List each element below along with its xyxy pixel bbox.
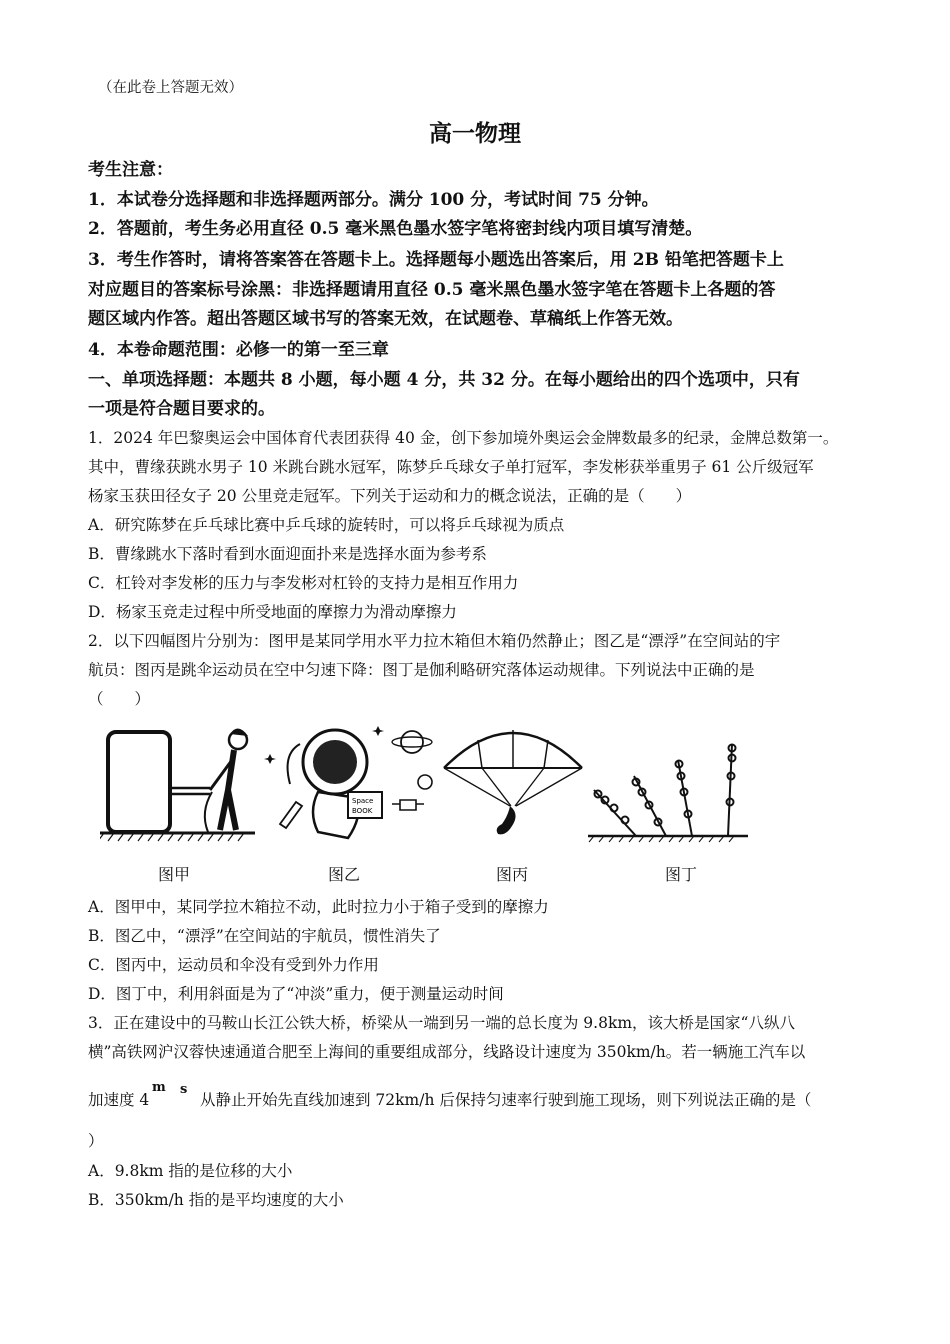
q2-stem: 2．以下四幅图片分别为：图甲是某同学用水平力拉木箱但木箱仍然静止；图乙是“漂浮”在空间站的宇 [88,632,781,650]
incline-3 [678,760,692,836]
q2-option-c: C．图丙中，运动员和伞没有受到外力作用 [88,956,379,974]
notice-item: 对应题目的答案标号涂黑：非选择题请用直径 0.5 毫米黑色墨水签字笔在答题卡上各题的答 [88,280,776,300]
book-subtitle: BOOK [352,807,373,815]
q1-stem: 1．2024 年巴黎奥运会中国体育代表团获得 40 金，创下参加境外奥运会金牌数最多的纪录，金牌总数第一。 [88,429,839,447]
q1-option-b: B．曹缘跳水下落时看到水面迎面扑来是选择水面为参考系 [88,545,487,563]
notice-heading: 考生注意： [88,160,173,180]
small-planet-icon [418,775,432,789]
q3-stem-close: ） [88,1132,104,1150]
notice-item: 1．本试卷分选择题和非选择题两部分。满分 100 分，考试时间 75 分钟。 [88,190,659,210]
q3-stem-accel: 加速度 4 [88,1091,150,1109]
person-body [220,750,236,830]
q3-stem: 3．正在建设中的马鞍山长江公铁大桥，桥梁从一端到另一端的总长度为 9.8km，该大桥是国家“八纵八 [88,1014,795,1032]
page-title: 高一物理 [429,120,521,147]
q2-option-a: A．图甲中，某同学拉木箱拉不动，此时拉力小于箱子受到的摩擦力 [88,898,549,916]
unit-m: m [152,1080,166,1095]
canopy-seam [478,740,482,768]
star-icon [372,726,384,736]
section-heading: 一、单项选择题：本题共 8 小题，每小题 4 分，共 32 分。在每小题给出的四个选项中，只有 [88,370,800,390]
book-title: Space [352,797,374,805]
rocket-icon [280,802,302,828]
notice-item: 4．本卷命题范围：必修一的第一至三章 [88,340,389,360]
figure-bing [438,718,588,846]
satellite-icon [392,800,424,810]
caption-ding: 图丁 [665,865,698,884]
figure-yi [260,714,438,846]
notice-item: 2．答题前，考生务必用直径 0.5 毫米黑色墨水签字笔将密封线内项目填写清楚。 [88,219,703,239]
rope-end [205,792,212,832]
q3-option-a: A．9.8km 指的是位移的大小 [88,1162,293,1180]
box-outline [108,732,170,832]
planet-icon [401,731,423,753]
person-hair [230,728,248,736]
unit-s: s [180,1082,188,1097]
q1-option-c: C．杠铃对李发彬的压力与李发彬对杠铃的支持力是相互作用力 [88,574,519,592]
parachutist [497,806,516,834]
figure-ding [588,738,748,844]
q1-stem: 杨家玉获田径女子 20 公里竞走冠军。下列关于运动和力的概念说法，正确的是（ ） [88,487,692,505]
caption-bing: 图丙 [496,865,529,884]
notice-item: 题区域内作答。超出答题区域书写的答案无效，在试题卷、草稿纸上作答无效。 [88,309,683,329]
q3-stem: 横”高铁网沪汉蓉快速通道合肥至上海间的重要组成部分，线路设计速度为 350km/h。若一辆施工汽车以 [88,1043,806,1061]
figure-jia [100,720,255,845]
q3-stem-cont: 从静止开始先直线加速到 72km/h 后保持匀速率行驶到施工现场，则下列说法正确的是（ [200,1091,812,1109]
section-heading-cont: 一项是符合题目要求的。 [88,399,275,419]
q2-stem: 航员：图丙是跳伞运动员在空中匀速下降：图丁是伽利略研究落体运动规律。下列说法中正确的是 [88,661,755,679]
q2-stem: （ ） [88,690,151,708]
q1-stem: 其中，曹缘获跳水男子 10 米跳台跳水冠军，陈梦乒乓球女子单打冠军，李发彬获举重男子 61 公斤级冠军 [88,458,814,476]
q2-option-b: B．图乙中，“漂浮”在空间站的宇航员，惯性消失了 [88,927,441,945]
visor [313,740,357,784]
tether [288,744,300,784]
q2-option-d: D．图丁中，利用斜面是为了“冲淡”重力，便于测量运动时间 [88,985,504,1003]
header-note: （在此卷上答题无效） [98,80,243,96]
q3-option-b: B．350km/h 指的是平均速度的大小 [88,1191,344,1209]
star-icon [264,754,276,764]
notice-item: 3．考生作答时，请将答案答在答题卡上。选择题每小题选出答案后，用 2B 铅笔把答题卡上 [88,250,784,270]
q1-option-d: D．杨家玉竞走过程中所受地面的摩擦力为滑动摩擦力 [88,603,457,621]
caption-yi: 图乙 [328,865,361,884]
planet-ring [392,737,432,747]
canopy-seam [544,740,548,768]
suspension-lines [444,768,582,806]
q1-option-a: A．研究陈梦在乒乓球比赛中乒乓球的旋转时，可以将乒乓球视为质点 [88,516,565,534]
caption-jia: 图甲 [158,865,191,884]
